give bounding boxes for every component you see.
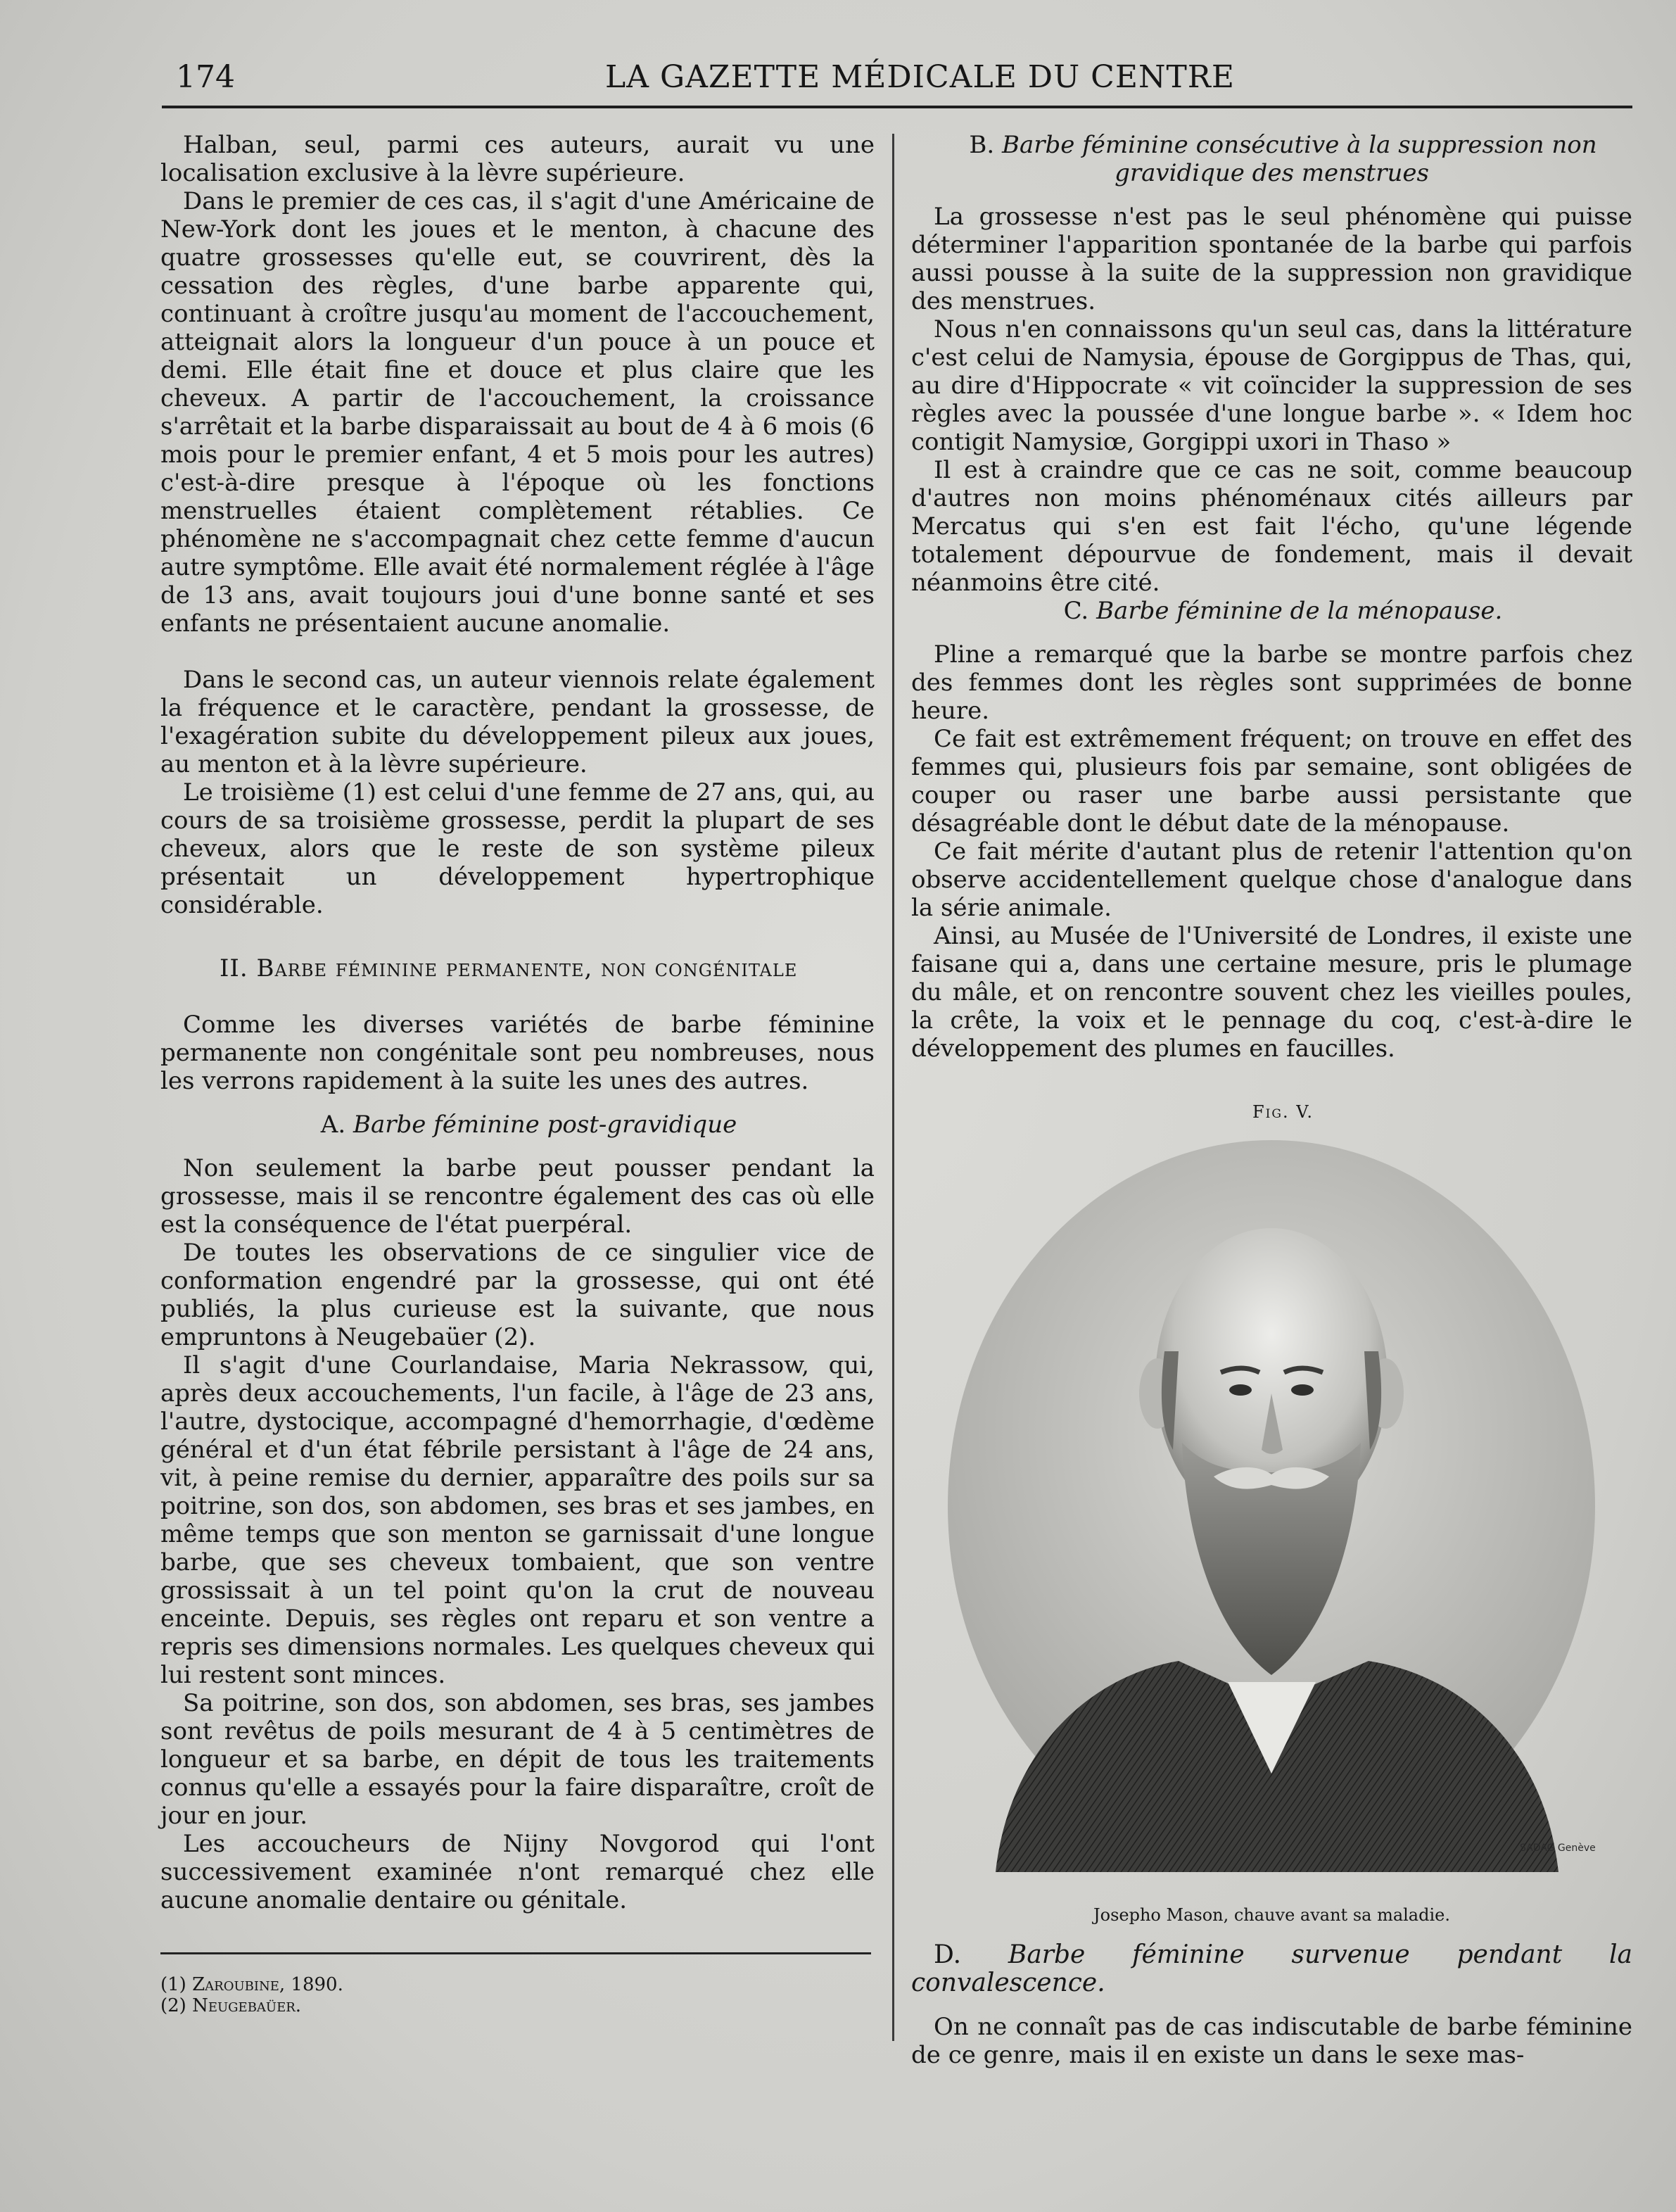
paragraph: Ce fait est extrêmement fréquent; on trouve en effet des femmes qui, plusieurs fois par semaine, sont obligées de couper ou raser une barbe aussi persistante que désagréable dont le début date de la ménopause. bbox=[911, 725, 1632, 838]
page-header bbox=[162, 49, 1632, 99]
left-eye bbox=[1229, 1384, 1252, 1396]
footnotes bbox=[160, 1974, 875, 2016]
running-title: LA GAZETTE MÉDICALE DU CENTRE bbox=[605, 59, 1236, 95]
subheading-d bbox=[911, 1941, 1632, 1997]
paragraph: Il est à craindre que ce cas ne soit, comme beaucoup d'autres non moins phénoménaux cités ailleurs par Mercatus qui s'en est fait l'écho, qu'une légende totalement dépourvue de fondement, mais il devait néanmoins être cité. bbox=[911, 456, 1632, 597]
subheading-title: Barbe féminine consécutive à la suppression non gravidique des menstrues bbox=[1001, 131, 1597, 187]
section-heading: II. Barbe féminine permanente, non congénitale bbox=[220, 954, 798, 982]
footnote-text: , 1890. bbox=[279, 1974, 343, 1995]
footnote bbox=[160, 1974, 875, 1995]
footnote-author: Neugebaüer. bbox=[192, 1995, 302, 2016]
paragraph: Halban, seul, parmi ces auteurs, aurait vu une localisation exclusive à la lèvre supérieure. bbox=[160, 131, 875, 187]
subheading-letter: D. bbox=[934, 1940, 962, 1969]
page-number: 174 bbox=[176, 59, 235, 95]
right-eye bbox=[1291, 1384, 1314, 1396]
paragraph: Dans le second cas, un auteur viennois relate également la fréquence et le caractère, pendant la grossesse, de l'exagération subite du développement pileux aux joues, au menton et à la lèvre supérieure. bbox=[160, 666, 875, 778]
subheading-title: Barbe féminine de la ménopause. bbox=[1096, 597, 1503, 625]
subheading-a bbox=[160, 1111, 875, 1139]
subheading-letter: B. bbox=[969, 131, 995, 159]
paragraph: La grossesse n'est pas le seul phénomène qui puisse déterminer l'apparition spontanée de la barbe qui parfois aussi pousse à la suite de la suppression non gravidique des menstrues. bbox=[911, 203, 1632, 315]
portrait-figure bbox=[911, 1140, 1632, 1900]
subheading-c bbox=[911, 597, 1632, 625]
paragraph: Les accoucheurs de Nijny Novgorod qui l'ont successivement examinée n'ont remarqué chez elle aucune anomalie dentaire ou génitale. bbox=[160, 1830, 875, 1914]
paragraph: Pline a remarqué que la barbe se montre parfois chez des femmes dont les règles sont supprimées de bonne heure. bbox=[911, 640, 1632, 725]
figure-caption: Josepho Mason, chauve avant sa maladie. bbox=[1093, 1905, 1450, 1925]
left-column bbox=[160, 131, 875, 2016]
paragraph: Sa poitrine, son dos, son abdomen, ses bras, ses jambes sont revêtus de poils mesurant de 4 à 5 centimètres de longueur et sa barbe, en dépit de tous les traitements connus qu'elle a essayés pour la faire disparaître, croît de jour en jour. bbox=[160, 1689, 875, 1830]
footnote-author: Zaroubine bbox=[192, 1974, 279, 1995]
paragraph: Le troisième (1) est celui d'une femme de 27 ans, qui, au cours de sa troisième grossesse, perdit la plupart de ses cheveux, alors que le reste de son système pileux présentait un développement hypertrophique considérable. bbox=[160, 778, 875, 919]
footnote-rule bbox=[160, 1952, 871, 1954]
portrait-engraving bbox=[911, 1140, 1632, 1900]
paragraph: De toutes les observations de ce singulier vice de conformation engendré par la grossesse, qui ont été publiés, la plus curieuse est la suivante, que nous empruntons à Neugebaüer (2). bbox=[160, 1239, 875, 1351]
subheading-b bbox=[911, 131, 1632, 187]
subheading-title: Barbe féminine post-gravidique bbox=[353, 1111, 737, 1139]
footnote-mark: (2) bbox=[160, 1995, 186, 2016]
footnote bbox=[160, 1995, 875, 2016]
paragraph: Comme les diverses variétés de barbe féminine permanente non congénitale sont peu nombreuses, nous les verrons rapidement à la suite les unes des autres. bbox=[160, 1011, 875, 1095]
header-rule bbox=[162, 106, 1632, 108]
right-column bbox=[911, 131, 1632, 2069]
subheading-title: Barbe féminine survenue pendant la convalescence. bbox=[911, 1940, 1633, 1997]
column-divider bbox=[892, 134, 894, 2041]
subheading-letter: A. bbox=[320, 1111, 346, 1139]
footnote-mark: (1) bbox=[160, 1974, 186, 1995]
paragraph: Dans le premier de ces cas, il s'agit d'une Américaine de New-York dont les joues et le menton, à chacune des quatre grossesses qu'elle eut, se couvrirent, dès la cessation des règles, d'une barbe apparente qui, continuant à croître jusqu'au moment de l'accouchement, atteignait alors la longueur d'un pouce à un pouce et demi. Elle était fine et douce et plus claire que les cheveux. A partir de l'accouchement, la croissance s'arrêtait et la barbe disparaissait au bout de 4 à 6 mois (6 mois pour le premier enfant, 4 et 5 mois pour les autres) c'est-à-dire presque à l'époque où les fonctions menstruelles étaient complètement rétablies. Ce phénomène ne s'accompagnait chez cette femme d'aucun autre symptôme. Elle avait été normalement réglée à l'âge de 13 ans, avait toujours joui d'une bonne santé et ses enfants ne présentaient aucune anomalie. bbox=[160, 187, 875, 638]
subheading-letter: C. bbox=[1063, 597, 1089, 625]
paragraph: Non seulement la barbe peut pousser pendant la grossesse, mais il se rencontre également des cas où elle est la conséquence de l'état puerpéral. bbox=[160, 1154, 875, 1239]
paragraph: Nous n'en connaissons qu'un seul cas, dans la littérature c'est celui de Namysia, épouse de Gorgippus de Thas, qui, au dire d'Hippocrate « vit coïncider la suppression de ses règles avec la poussée d'une longue barbe ». « Idem hoc contigit Namysiœ, Gorgippi uxori in Thaso » bbox=[911, 315, 1632, 456]
figure-label: Fig. V. bbox=[1252, 1102, 1314, 1122]
paragraph: Ainsi, au Musée de l'Université de Londres, il existe une faisane qui a, dans une certaine mesure, pris le plumage du mâle, et on rencontre souvent chez les vieilles poules, la crête, la voix et le pennage du coq, c'est-à-dire le développement des plumes en faucilles. bbox=[911, 922, 1632, 1063]
paragraph: Il s'agit d'une Courlandaise, Maria Nekrassow, qui, après deux accouchements, l'un facile, à l'âge de 23 ans, l'autre, dystocique, accompagné d'hemorrhagie, d'œdème général et d'un état fébrile persistant à l'âge de 24 ans, vit, à peine remise du dernier, apparaître des poils sur sa poitrine, son dos, son abdomen, ses bras et ses jambes, en même temps que son menton se garnissait d'une longue barbe, que ses cheveux tombaient, que son ventre grossissait à un tel point qu'on la crut de nouveau enceinte. Depuis, ses règles ont reparu et son ventre a repris ses dimensions normales. Les quelques cheveux qui lui restent sont minces. bbox=[160, 1351, 875, 1689]
engraver-signature: SADAG Genève bbox=[1520, 1843, 1596, 1854]
paragraph: On ne connaît pas de cas indiscutable de barbe féminine de ce genre, mais il en existe un dans le sexe mas- bbox=[911, 2013, 1632, 2069]
paragraph: Ce fait mérite d'autant plus de retenir l'attention qu'on observe accidentellement quelque chose d'analogue dans la série animale. bbox=[911, 838, 1632, 922]
